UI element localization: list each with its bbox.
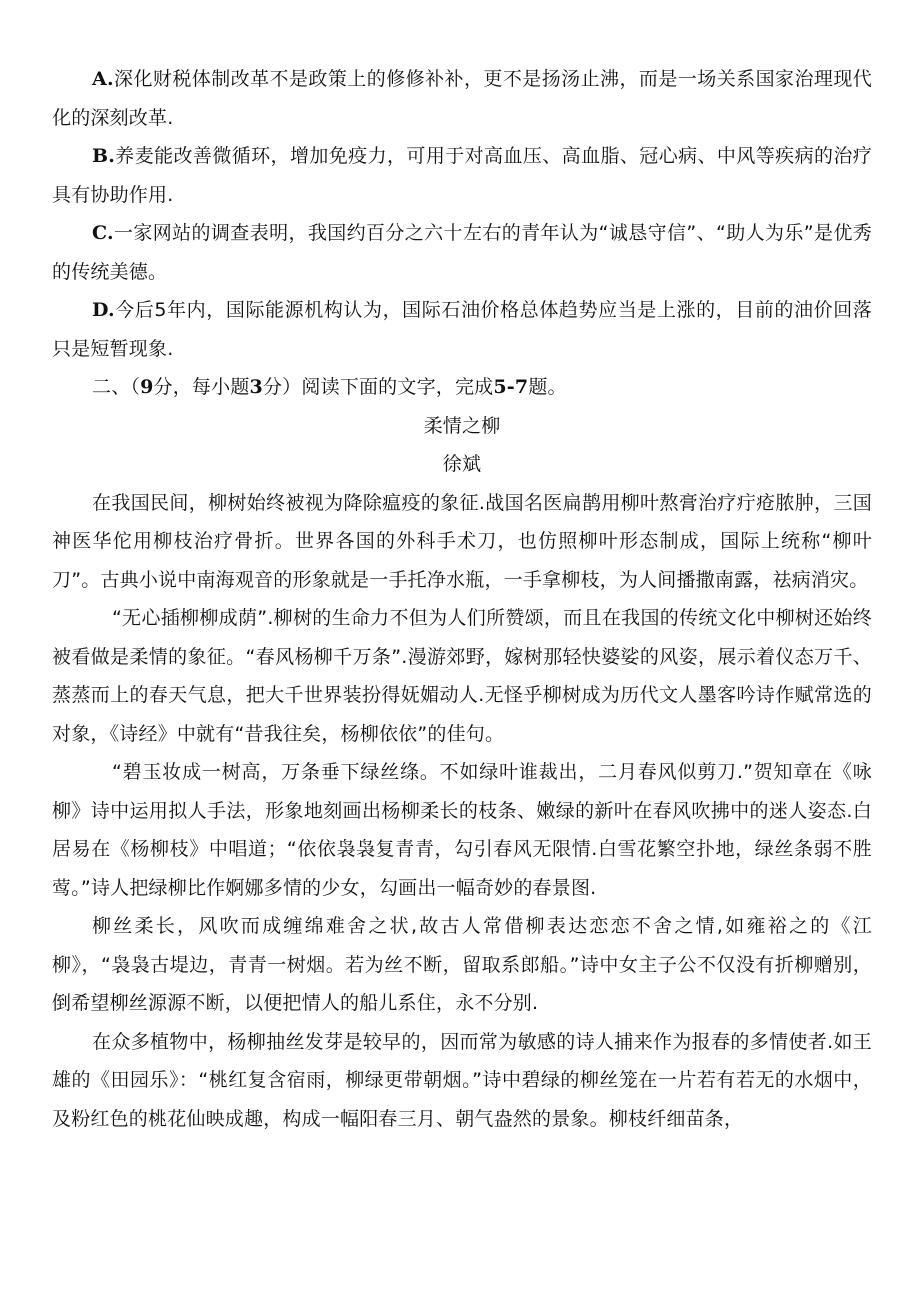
section-each: 3	[249, 376, 263, 398]
option-b-letter: B.	[92, 145, 116, 167]
option-a-text: 深化财税体制改革不是政策上的修修补补，更不是扬汤止沸，而是一场关系国家治理现代化的深刻改革.	[52, 68, 872, 129]
section-mid2: 分）阅读下面的文字，完成	[262, 376, 494, 398]
section-score: 9	[140, 376, 154, 398]
option-b-text: 养麦能改善微循环，增加免疫力，可用于对高血压、高血脂、冠心病、中风等疾病的治疗具有协助作用.	[52, 145, 872, 206]
option-d-letter: D.	[92, 299, 115, 321]
article-title: 柔情之柳	[423, 414, 501, 437]
article-paragraph-1: 在我国民间，柳树始终被视为降除瘟疫的象征.战国名医扁鹊用柳叶熬膏治疗疔疮脓肿，三国神医华佗用柳枝治疗骨折。世界各国的外科手术刀，也仿照柳叶形态制成，国际上统称“柳叶刀”。古典小说中南海观音的形象就是一手托净水瓶，一手拿柳枝，为人间播撒南露，祛病消灾。	[52, 491, 872, 591]
section-suffix: 题。	[528, 376, 567, 398]
option-b	[52, 137, 872, 214]
option-c-text: 一家网站的调查表明，我国约百分之六十左右的青年认为“诚恳守信”、“助人为乐”是优秀的传统美德。	[52, 222, 872, 283]
article-paragraph-4: 柳丝柔长，风吹而成缠绵难舍之状,故古人常借柳表达恋恋不舍之情,如雍裕之的《江柳》，“袅袅古堤边，青青一树烟。若为丝不断，留取系郎船。”诗中女主子公不仅没有折柳赠别，倒希望柳丝源源不断，以便把情人的船儿系住，永不分别.	[52, 915, 872, 1014]
option-c-letter: C.	[92, 222, 114, 244]
option-c	[52, 214, 872, 291]
section-range: 5-7	[493, 376, 529, 398]
article-author: 徐斌	[442, 453, 482, 475]
article-paragraph-2: “无心插柳柳成荫”.柳树的生命力不但为人们所赞颂，而且在我国的传统文化中柳树还始终被看做是柔情的象征。“春风杨柳千万条”.漫游郊野，嫁树那轻快婆娑的风姿，展示着仪态万千、蒸蒸而上的春天气息，把大千世界装扮得妩媚动人.无怪乎柳树成为历代文人墨客吟诗作赋常选的对象，《诗经》中就有“昔我往矣，杨柳依依”的佳句。	[52, 607, 872, 745]
option-a-letter: A.	[92, 68, 114, 90]
section-mid1: 分，每小题	[153, 376, 250, 398]
section-prefix: 二、（	[92, 376, 141, 398]
article-paragraph-5: 在众多植物中，杨柳抽丝发芽是较早的，因而常为敏感的诗人捕来作为报春的多情使者.如王雄的《田园乐》：“桃红复含宿雨，柳绿更带朝烟。”诗中碧绿的柳丝笼在一片若有若无的水烟中，及粉红色的桃花仙映成趣，构成一幅阳春三月、朝气盎然的景象。柳枝纤细苗条，	[52, 1030, 872, 1130]
option-a	[52, 60, 872, 137]
option-d-text: 今后5年内，国际能源机构认为，国际石油价格总体趋势应当是上涨的，目前的油价回落只是短暂现象.	[52, 299, 872, 360]
article-paragraph-3: “碧玉妆成一树高，万条垂下绿丝绦。不如绿叶谁裁出，二月春风似剪刀.”贺知章在《咏柳》诗中运用拟人手法，形象地刻画出杨柳柔长的枝条、嫩绿的新叶在春风吹拂中的迷人姿态.白居易在《杨柳枝》中唱道；“依依袅袅复青青，勾引春风无限情.白雪花繁空扑地，绿丝条弱不胜莺。”诗人把绿柳比作婀娜多情的少女，勾画出一幅奇妙的春景图.	[52, 761, 872, 899]
section-heading	[52, 368, 872, 407]
option-d	[52, 291, 872, 368]
document-page	[52, 60, 872, 1138]
